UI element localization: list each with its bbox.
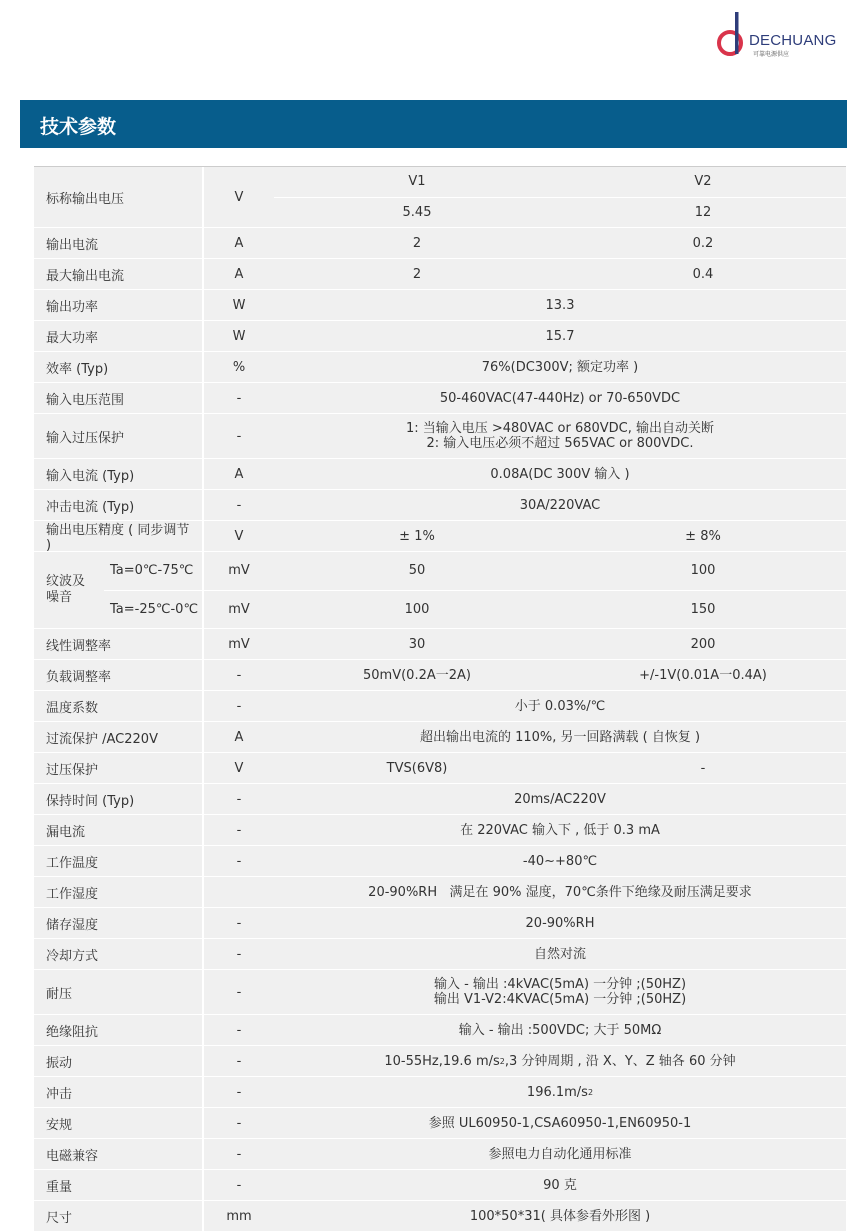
row-value: 90 克 xyxy=(543,1177,577,1193)
v1-value: 2 xyxy=(412,235,422,251)
row-unit: mV xyxy=(228,636,250,652)
row-value: 0.08A(DC 300V 输入 ) xyxy=(490,466,630,482)
row-value: 100*50*31( 具体参看外形图 ) xyxy=(469,1208,651,1224)
table-row-ripple xyxy=(34,552,846,629)
table-row xyxy=(34,846,846,877)
row-label: 冲击电流 (Typ) xyxy=(34,490,204,520)
row-label: 输入电流 (Typ) xyxy=(34,459,204,489)
v2-value: 12 xyxy=(694,204,712,220)
v1-value: 30 xyxy=(408,636,426,652)
value-line-1: 输入 - 输出 :4kVAC(5mA) 一分钟 ;(50HZ) xyxy=(433,977,687,992)
value-superscript: 2 xyxy=(587,1087,594,1097)
row-unit: - xyxy=(236,853,242,869)
value-superscript: 2 xyxy=(499,1056,505,1066)
row-label: 工作温度 xyxy=(34,846,204,876)
row-unit: - xyxy=(236,1022,242,1038)
v2-header: V2 xyxy=(694,174,712,190)
row-unit: - xyxy=(236,667,242,683)
value-line-1: 1: 当输入电压 >480VAC or 680VDC, 输出自动关断 xyxy=(405,421,715,436)
row-unit: A xyxy=(234,235,244,251)
table-row xyxy=(34,321,846,352)
table-row-input-overvoltage xyxy=(34,414,846,459)
value-line-2: 输出 V1-V2:4KVAC(5mA) 一分钟 ;(50HZ) xyxy=(433,992,687,1007)
v2-value: 200 xyxy=(690,636,716,652)
row-label: 储存湿度 xyxy=(34,908,204,938)
row-label: 振动 xyxy=(34,1046,204,1076)
table-row xyxy=(34,1170,846,1201)
row-unit: W xyxy=(232,297,246,313)
table-row-vibration xyxy=(34,1046,846,1077)
v1-value: 100 xyxy=(404,601,430,617)
row-value: 在 220VAC 输入下 , 低于 0.3 mA xyxy=(460,822,660,838)
row-label xyxy=(34,552,104,628)
value-part: 10-55Hz,19.6 m/s xyxy=(384,1053,500,1069)
row-unit: mV xyxy=(228,563,250,579)
row-label: 温度系数 xyxy=(34,691,204,721)
table-row xyxy=(34,784,846,815)
table-row-shock xyxy=(34,1077,846,1108)
row-label: 漏电流 xyxy=(34,815,204,845)
row-value: 30A/220VAC xyxy=(519,497,601,513)
row-label: 最大输出电流 xyxy=(34,259,204,289)
table-row xyxy=(34,1201,846,1232)
row-value: 参照 UL60950-1,CSA60950-1,EN60950-1 xyxy=(428,1115,692,1131)
v2-value: 0.2 xyxy=(692,235,714,251)
ripple-condition-2: Ta=-25℃-0℃ xyxy=(104,591,204,629)
table-row xyxy=(34,660,846,691)
table-row xyxy=(34,290,846,321)
row-unit: - xyxy=(236,698,242,714)
v1-value: 2 xyxy=(412,266,422,282)
row-unit: - xyxy=(236,428,242,444)
v1-value: TVS(6V8) xyxy=(386,760,448,776)
row-unit: - xyxy=(236,1053,242,1069)
row-value xyxy=(274,1077,846,1107)
v2-value: 0.4 xyxy=(692,266,714,282)
row-value: 20ms/AC220V xyxy=(514,791,606,807)
row-unit: - xyxy=(236,822,242,838)
row-unit: - xyxy=(236,497,242,513)
row-value: -40~+80℃ xyxy=(522,853,598,869)
row-value xyxy=(274,414,846,458)
row-unit: - xyxy=(236,915,242,931)
row-value: 76%(DC300V; 额定功率 ) xyxy=(481,359,639,375)
table-row xyxy=(34,908,846,939)
row-value: 50-460VAC(47-440Hz) or 70-650VDC xyxy=(439,390,681,406)
row-value: 20-90%RH xyxy=(525,915,595,931)
row-unit: - xyxy=(236,1146,242,1162)
table-row-rated-voltage xyxy=(34,167,846,228)
row-label: 工作湿度 xyxy=(34,877,204,907)
table-row xyxy=(34,722,846,753)
row-label: 绝缘阻抗 xyxy=(34,1015,204,1045)
row-value xyxy=(274,970,846,1014)
brand-logo xyxy=(713,10,853,60)
row-unit: V xyxy=(234,760,244,776)
row-label: 冷却方式 xyxy=(34,939,204,969)
row-value: 13.3 xyxy=(545,297,575,313)
v2-value: - xyxy=(700,760,706,776)
value-part: 196.1m/s xyxy=(526,1084,588,1100)
v1-value: 50 xyxy=(408,563,426,579)
v1-header: V1 xyxy=(408,174,426,190)
row-unit: - xyxy=(236,984,242,1000)
table-row xyxy=(34,1015,846,1046)
table-row xyxy=(34,490,846,521)
row-unit: A xyxy=(234,466,244,482)
row-value: 超出输出电流的 110%, 另一回路满载 ( 自恢复 ) xyxy=(419,729,701,745)
table-row xyxy=(34,877,846,908)
row-unit: - xyxy=(236,946,242,962)
row-unit: - xyxy=(236,791,242,807)
row-unit: A xyxy=(234,729,244,745)
ripple-condition-1: Ta=0℃-75℃ xyxy=(104,552,204,590)
row-unit: W xyxy=(232,328,246,344)
row-label: 耐压 xyxy=(34,970,204,1014)
row-value: 20-90%RH 满足在 90% 湿度，70℃条件下绝缘及耐压满足要求 xyxy=(368,884,752,900)
table-row-ovp xyxy=(34,753,846,784)
v2-value: 100 xyxy=(690,563,716,579)
table-row xyxy=(34,228,846,259)
row-unit: A xyxy=(234,266,244,282)
row-value: 小于 0.03%/℃ xyxy=(514,698,606,714)
row-label: 线性调整率 xyxy=(34,629,204,659)
row-label: 保持时间 (Typ) xyxy=(34,784,204,814)
v1-value: ± 1% xyxy=(399,528,435,544)
row-label: 电磁兼容 xyxy=(34,1139,204,1169)
table-row xyxy=(34,815,846,846)
row-label: 效率 (Typ) xyxy=(34,352,204,382)
spec-table xyxy=(34,166,846,1232)
value-part: ,3 分钟周期 , 沿 X、Y、Z 轴各 60 分钟 xyxy=(504,1053,736,1069)
brand-subtitle: 可靠电源供应 xyxy=(753,51,790,58)
row-value: 参照电力自动化通用标准 xyxy=(488,1146,632,1162)
row-unit: - xyxy=(236,390,242,406)
v1-value: 50mV(0.2A一2A) xyxy=(363,667,471,683)
table-row-withstand xyxy=(34,970,846,1015)
row-unit: V xyxy=(234,528,244,544)
v1-value: 5.45 xyxy=(402,204,432,220)
row-label: 标称输出电压 xyxy=(34,167,204,227)
ripple-label: 纹波及噪音 xyxy=(46,574,86,605)
v2-value: 150 xyxy=(690,601,716,617)
value-line-2: 2: 输入电压必须不超过 565VAC or 800VDC. xyxy=(426,436,694,451)
row-unit: mV xyxy=(228,601,250,617)
row-label: 冲击 xyxy=(34,1077,204,1107)
table-row xyxy=(34,629,846,660)
table-row xyxy=(34,1139,846,1170)
row-label: 最大功率 xyxy=(34,321,204,351)
table-row xyxy=(34,352,846,383)
row-label: 输出电流 xyxy=(34,228,204,258)
row-unit: - xyxy=(236,1177,242,1193)
row-label: 重量 xyxy=(34,1170,204,1200)
section-banner xyxy=(20,100,847,148)
table-row xyxy=(34,1108,846,1139)
table-row xyxy=(34,939,846,970)
row-label: 输入电压范围 xyxy=(34,383,204,413)
row-label: 输入过压保护 xyxy=(34,414,204,458)
row-label: 输出电压精度 ( 同步调节 ) xyxy=(34,521,204,551)
row-label: 输出功率 xyxy=(34,290,204,320)
row-unit: V xyxy=(234,189,244,205)
v2-value: ± 8% xyxy=(685,528,721,544)
table-row xyxy=(34,691,846,722)
section-title: 技术参数 xyxy=(40,116,117,138)
row-label: 安规 xyxy=(34,1108,204,1138)
row-value xyxy=(274,1046,846,1076)
row-value: 15.7 xyxy=(545,328,575,344)
row-unit: % xyxy=(232,359,246,375)
row-value: 自然对流 xyxy=(533,946,586,962)
row-unit: - xyxy=(236,1115,242,1131)
row-label: 尺寸 xyxy=(34,1201,204,1231)
row-unit: mm xyxy=(226,1208,252,1224)
row-label: 过压保护 xyxy=(34,753,204,783)
row-unit: - xyxy=(236,1084,242,1100)
table-row-accuracy xyxy=(34,521,846,552)
row-unit xyxy=(204,877,274,907)
table-row xyxy=(34,383,846,414)
row-label: 过流保护 /AC220V xyxy=(34,722,204,752)
table-row xyxy=(34,459,846,490)
row-value: 输入 - 输出 :500VDC; 大于 50MΩ xyxy=(458,1022,662,1038)
row-label: 负载调整率 xyxy=(34,660,204,690)
brand-logo-mark xyxy=(713,10,753,60)
v2-value: +/-1V(0.01A一0.4A) xyxy=(639,667,767,683)
table-row xyxy=(34,259,846,290)
brand-name: DECHUANG xyxy=(749,32,837,49)
